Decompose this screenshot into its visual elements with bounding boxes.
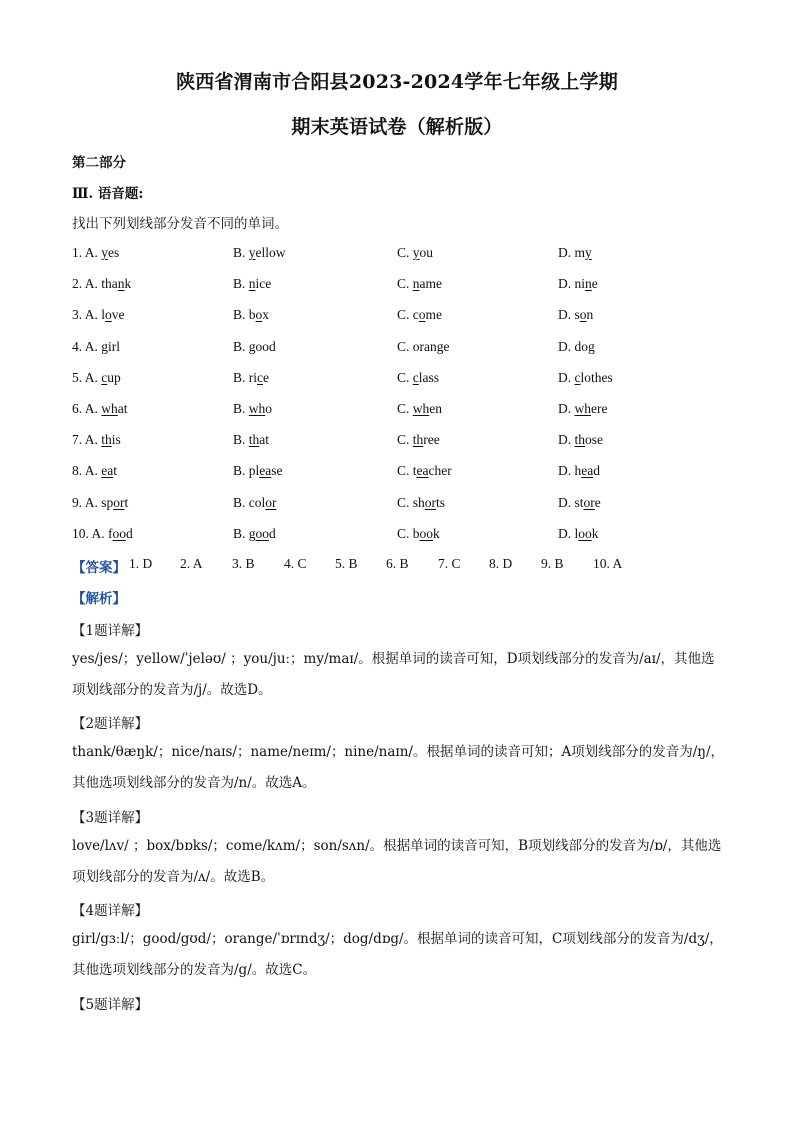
underlined-letters: o — [418, 307, 426, 322]
underlined-letters: th — [101, 432, 112, 447]
underlined-letters: g — [588, 339, 595, 354]
document-title-line1: 陕西省渭南市合阳县2023-2024学年七年级上学期 — [176, 71, 618, 93]
question-row — [72, 432, 752, 452]
question-row — [72, 339, 752, 359]
option-a: 7. A. this — [72, 432, 121, 447]
answer-tag: 【答案】 — [72, 560, 126, 576]
underlined-letters: wh — [248, 401, 266, 416]
detail-explanation: girl/gɜːl/；good/gʊd/；orange/ˈɒrɪndʒ/；dog/dɒg/。根据单词的读音可知，C项划线部分的发音为/dʒ/，其他选项划线部分的发音为/g/。故选C。 — [72, 931, 723, 978]
underlined-letters: g — [101, 339, 109, 354]
answer-item: 7. C — [438, 556, 461, 571]
detail-explanation: love/lʌv/ ；box/bɒks/；come/kʌm/；son/sʌn/。根据单词的读音可知，B项划线部分的发音为/ɒ/，其他选项划线部分的发音为/ʌ/。故选B。 — [72, 838, 722, 885]
option-b: B. that — [233, 432, 270, 447]
option-c: C. come — [397, 307, 442, 322]
underlined-letters: y — [585, 245, 592, 260]
option-d: D. look — [558, 526, 599, 541]
underlined-letters: c — [574, 370, 581, 385]
underlined-letters: oo — [419, 526, 434, 541]
detail-heading: 【1题详解】 — [72, 623, 149, 639]
option-c: C. shorts — [397, 495, 446, 510]
option-c: C. orange — [397, 339, 450, 354]
option-a: 6. A. what — [72, 401, 128, 416]
question-row — [72, 276, 752, 296]
option-c: C. three — [397, 432, 440, 447]
option-c: C. book — [397, 526, 440, 541]
underlined-letters: n — [412, 276, 420, 291]
option-c: C. when — [397, 401, 443, 416]
option-a: 9. A. sport — [72, 495, 129, 510]
question-row — [72, 401, 752, 421]
underlined-letters: wh — [574, 401, 591, 416]
underlined-letters: or — [583, 495, 595, 510]
option-a: 5. A. cup — [72, 370, 121, 385]
detail-explanation: thank/θæŋk/；nice/naɪs/；name/neɪm/；nine/naɪn/。根据单词的读音可知；A项划线部分的发音为/ŋ/，其他选项划线部分的发音为/n/。故选A。 — [72, 744, 725, 791]
underlined-letters: o — [579, 307, 587, 322]
underlined-letters: y — [412, 245, 420, 260]
answer-item: 3. B — [232, 556, 255, 571]
underlined-letters: th — [412, 432, 424, 447]
underlined-letters: ea — [416, 463, 429, 478]
option-d: D. nine — [558, 276, 598, 291]
detail-explanation: yes/jes/；yellow/ˈjeləʊ/ ；you/juː；my/maɪ/。根据单词的读音可知，D项划线部分的发音为/aɪ/，其他选项划线部分的发音为/j/。故选D。 — [72, 651, 715, 698]
option-d: D. head — [558, 463, 600, 478]
underlined-letters: g — [248, 339, 256, 354]
underlined-letters: c — [257, 370, 264, 385]
option-d: D. my — [558, 245, 592, 260]
answer-item: 8. D — [489, 556, 513, 571]
question-row — [72, 463, 752, 483]
underlined-letters: wh — [412, 401, 430, 416]
instruction-text: 找出下列划线部分发音不同的单词。 — [72, 216, 288, 232]
underlined-letters: oo — [255, 526, 270, 541]
option-a: 10. A. food — [72, 526, 133, 541]
option-c: C. name — [397, 276, 443, 291]
option-c: C. class — [397, 370, 440, 385]
section-heading: 第二部分 — [72, 155, 126, 171]
underlined-letters: or — [113, 495, 125, 510]
underlined-letters: n — [248, 276, 256, 291]
question-row — [72, 370, 752, 390]
detail-heading: 【4题详解】 — [72, 903, 149, 919]
underlined-letters: oo — [112, 526, 126, 541]
option-d: D. store — [558, 495, 601, 510]
underlined-letters: y — [248, 245, 256, 260]
underlined-letters: wh — [101, 401, 118, 416]
document-title-line2: 期末英语试卷（解析版） — [291, 116, 503, 138]
answer-item: 10. A — [593, 556, 623, 571]
underlined-letters: n — [585, 276, 592, 291]
option-b: B. good — [233, 339, 276, 354]
option-a: 2. A. thank — [72, 276, 132, 291]
option-b: B. good — [233, 526, 276, 541]
detail-heading: 【2题详解】 — [72, 716, 149, 732]
option-b: B. please — [233, 463, 283, 478]
option-a: 3. A. love — [72, 307, 125, 322]
underlined-letters: o — [105, 307, 112, 322]
option-b: B. nice — [233, 276, 272, 291]
answer-item: 6. B — [386, 556, 409, 571]
underlined-letters: th — [248, 432, 260, 447]
underlined-letters: ea — [581, 463, 594, 478]
analysis-tag: 【解析】 — [72, 591, 126, 607]
question-row — [72, 526, 752, 546]
option-d: D. where — [558, 401, 608, 416]
question-row — [72, 495, 752, 515]
detail-heading: 【3题详解】 — [72, 810, 149, 826]
option-b: B. who — [233, 401, 273, 416]
option-d: D. clothes — [558, 370, 613, 385]
answer-item: 4. C — [284, 556, 307, 571]
underlined-letters: c — [412, 370, 419, 385]
subsection-heading: Ⅲ. 语音题: — [72, 186, 144, 202]
option-a: 1. A. yes — [72, 245, 120, 260]
option-d: D. dog — [558, 339, 595, 354]
option-b: B. box — [233, 307, 270, 322]
option-d: D. son — [558, 307, 594, 322]
underlined-letters: ea — [259, 463, 272, 478]
option-b: B. color — [233, 495, 277, 510]
option-b: B. rice — [233, 370, 270, 385]
underlined-letters: or — [424, 495, 437, 510]
option-a: 8. A. eat — [72, 463, 118, 478]
option-b: B. yellow — [233, 245, 286, 260]
underlined-letters: or — [265, 495, 277, 510]
question-row — [72, 245, 752, 265]
answer-item: 9. B — [541, 556, 564, 571]
answer-item: 1. D — [129, 556, 153, 571]
underlined-letters: th — [574, 432, 586, 447]
underlined-letters: n — [117, 276, 125, 291]
option-c: C. you — [397, 245, 434, 260]
question-row — [72, 307, 752, 327]
answer-item: 2. A — [180, 556, 203, 571]
option-d: D. those — [558, 432, 604, 447]
option-a: 4. A. girl — [72, 339, 121, 354]
underlined-letters: g — [436, 339, 444, 354]
underlined-letters: oo — [578, 526, 592, 541]
detail-heading: 【5题详解】 — [72, 997, 149, 1013]
underlined-letters: ea — [101, 463, 114, 478]
option-c: C. teacher — [397, 463, 452, 478]
answer-item: 5. B — [335, 556, 358, 571]
underlined-letters: y — [101, 245, 109, 260]
underlined-letters: o — [255, 307, 263, 322]
underlined-letters: c — [101, 370, 108, 385]
